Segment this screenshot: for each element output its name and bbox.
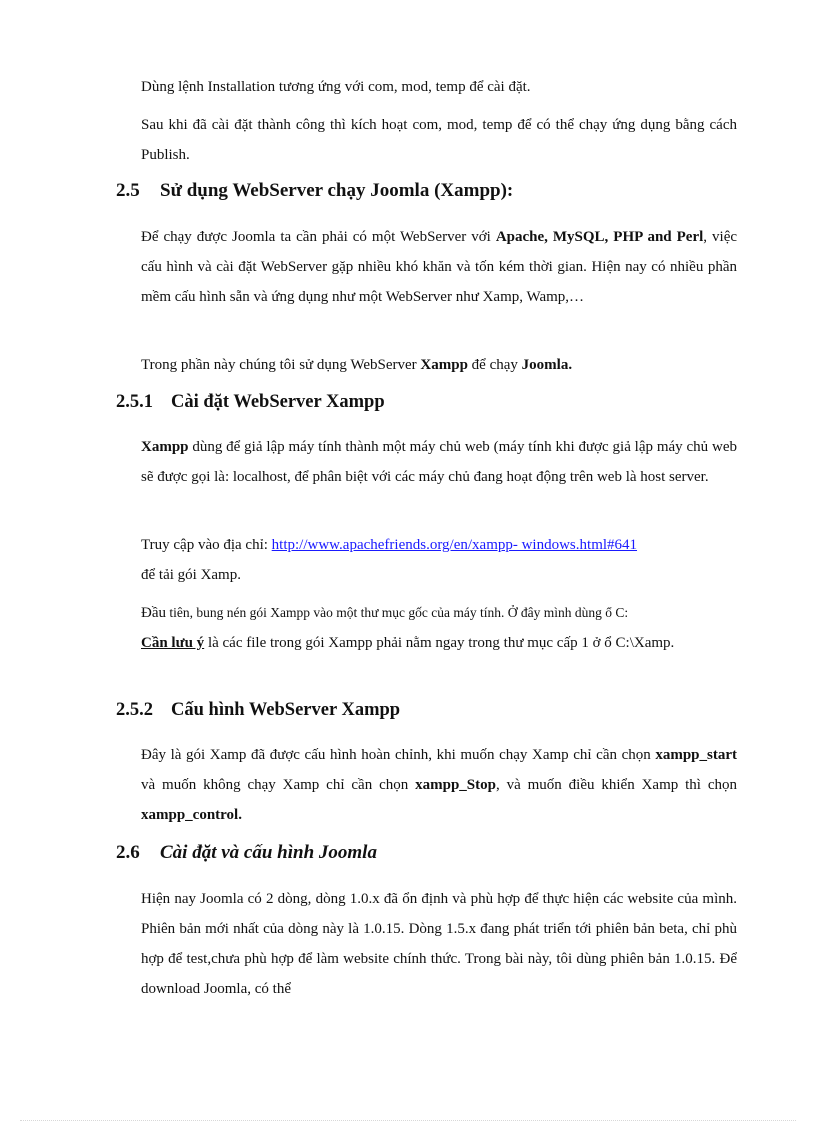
paragraph-extract-xampp: Đầu tiên, bung nén gói Xampp vào một thư mục gốc của máy tính. Ở đây mình dùng ổ C: Cần lưu ý là các file trong gói Xampp phải nằm ngay trong thư mục cấp 1 ở ổ C:\Xamp. xyxy=(141,605,675,651)
bold-xampp-control: xampp_control. xyxy=(141,807,242,823)
apachefriends-link[interactable]: http://www.apachefriends.org/en/xampp- windows.html#641 xyxy=(271,537,638,553)
heading-2-6 xyxy=(116,842,377,864)
bold-xampp: Xampp xyxy=(420,357,468,373)
paragraph-install-command: Dùng lệnh Installation tương ứng với com, mod, temp để cài đặt. xyxy=(141,79,531,95)
heading-2-5-2 xyxy=(116,700,400,721)
paragraph-using-xampp: Trong phần này chúng tôi sử dụng WebServer Xampp để chạy Joomla. xyxy=(141,357,573,373)
heading-title: Cài đặt và cấu hình Joomla xyxy=(160,842,377,863)
note-label: Cần lưu ý xyxy=(141,635,205,651)
heading-title: Cấu hình WebServer Xampp xyxy=(171,700,401,720)
paragraph-publish: Sau khi đã cài đặt thành công thì kích hoạt com, mod, temp để có thể chạy ứng dụng bằng cách Publish. xyxy=(141,117,737,163)
paragraph-xampp-localhost: Xampp dùng để giả lập máy tính thành một máy chủ web (máy tính khi được giả lập máy chủ web sẽ được gọi là: localhost, để phân biệt với các máy chủ đang hoạt động trên web là host server. xyxy=(141,439,737,485)
heading-title: Sử dụng WebServer chạy Joomla (Xampp): xyxy=(160,180,514,201)
heading-number: 2.5.1 xyxy=(116,392,153,412)
paragraph-webserver-intro: Để chạy được Joomla ta cần phải có một WebServer với Apache, MySQL, PHP and Perl, việc cấu hình và cài đặt WebServer gặp nhiều khó khăn và tốn kém thời gian. Hiện nay có nhiều phần mềm cấu hình sẵn và ứng dụng như một WebServer như Xamp, Wamp,… xyxy=(141,229,738,305)
heading-title: Cài đặt WebServer Xampp xyxy=(171,392,385,412)
heading-number: 2.5 xyxy=(116,180,140,201)
paragraph-download-address: Truy cập vào địa chỉ: http://www.apachefriends.org/en/xampp- windows.html#641 để tải gói Xamp. xyxy=(141,537,638,583)
bold-xampp-stop: xampp_Stop xyxy=(415,777,496,793)
heading-number: 2.5.2 xyxy=(116,700,153,720)
bold-joomla: Joomla. xyxy=(521,357,573,373)
heading-2-5 xyxy=(116,180,513,202)
page-footer-divider xyxy=(20,1120,796,1121)
bold-xampp: Xampp xyxy=(141,439,189,455)
heading-2-5-1 xyxy=(116,392,385,413)
paragraph-xampp-config: Đây là gói Xamp đã được cấu hình hoàn chỉnh, khi muốn chạy Xamp chỉ cần chọn xampp_start và muốn không chạy Xamp chỉ cần chọn xampp_Stop, và muốn điều khiển Xamp thì chọn xampp_control. xyxy=(141,747,737,823)
bold-xampp-start: xampp_start xyxy=(655,747,737,763)
bold-stack: Apache, MySQL, PHP and Perl xyxy=(495,229,704,245)
heading-number: 2.6 xyxy=(116,842,140,863)
paragraph-joomla-versions: Hiện nay Joomla có 2 dòng, dòng 1.0.x đã ổn định và phù hợp để thực hiện các website của mình. Phiên bản mới nhất của dòng này là 1.0.15. Dòng 1.5.x đang phát triển tới phiên bản beta, chỉ phù hợp để test,chưa phù hợp để làm website chính thức. Trong bài này, tôi dùng phiên bản 1.0.15. Để download Joomla, có thể xyxy=(141,891,737,997)
